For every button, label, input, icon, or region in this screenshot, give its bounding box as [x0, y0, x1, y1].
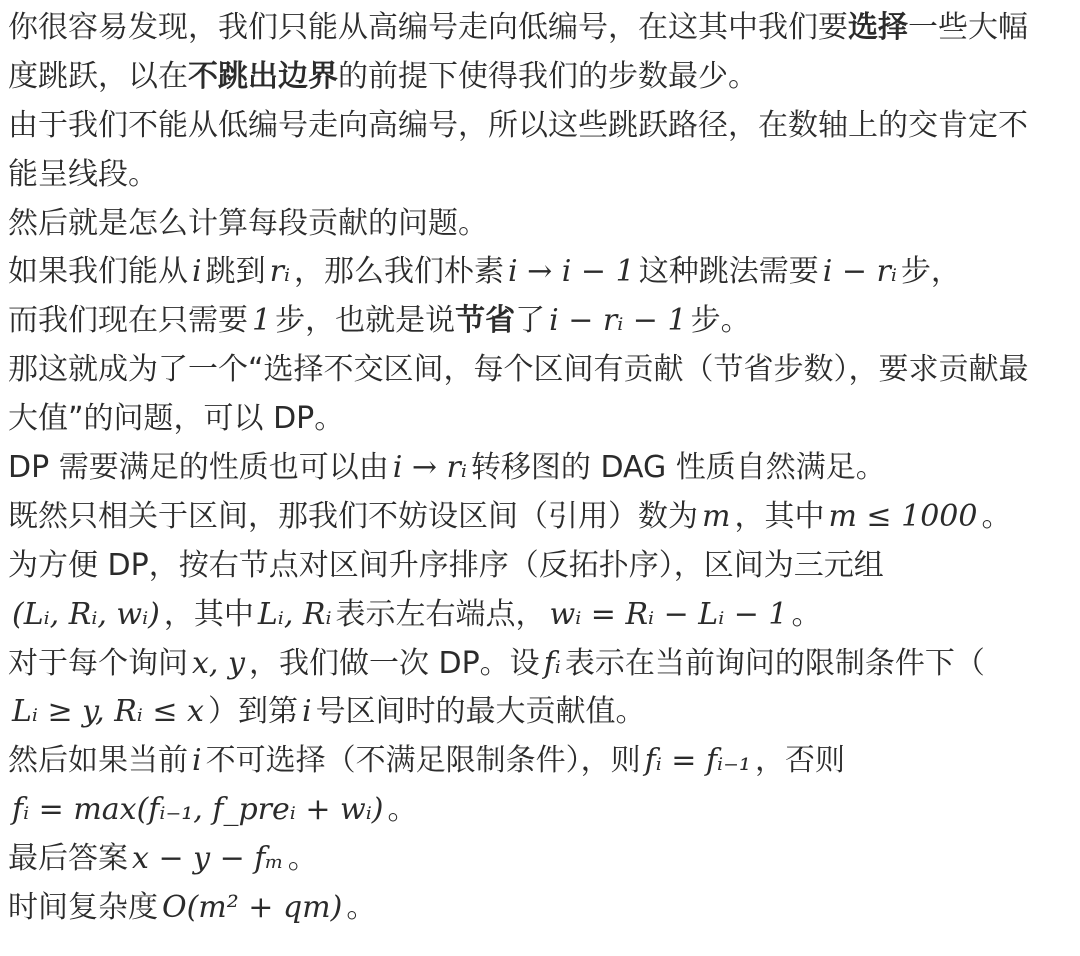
paragraph-line: 度跳跃，以在不跳出边界的前提下使得我们的步数最少。	[8, 58, 758, 94]
paragraph-line: 那这就成为了一个“选择不交区间，每个区间有贡献（节省步数），要求贡献最	[8, 352, 1029, 388]
math-expression: fᵢ	[543, 645, 561, 681]
math-expression: x, y	[192, 645, 245, 681]
math-expression: i	[192, 254, 202, 290]
math-expression: Lᵢ, Rᵢ	[257, 596, 332, 632]
math-expression: (Lᵢ, Rᵢ, wᵢ)	[12, 596, 160, 632]
math-expression: 1	[252, 303, 272, 339]
paragraph-line: DP 需要满足的性质也可以由 i → rᵢ 转移图的 DAG 性质自然满足。	[8, 450, 886, 486]
paragraph-line: 大值”的问题，可以 DP。	[8, 401, 345, 437]
paragraph-line: 然后就是怎么计算每段贡献的问题。	[8, 205, 488, 241]
math-expression: i → i − 1	[508, 254, 635, 290]
math-expression: wᵢ = Rᵢ − Lᵢ − 1	[549, 596, 788, 632]
paragraph-line: 能呈线段。	[8, 156, 158, 192]
math-expression: fᵢ = max(fᵢ₋₁, f_preᵢ + wᵢ)	[12, 792, 384, 828]
math-expression: i − rᵢ − 1	[549, 303, 687, 339]
math-expression: m ≤ 1000	[828, 498, 978, 534]
paragraph-line: 为方便 DP，按右节点对区间升序排序（反拓扑序），区间为三元组	[8, 547, 884, 583]
paragraph-line: 如果我们能从 i 跳到 rᵢ ，那么我们朴素 i → i − 1 这种跳法需要 i − rᵢ 步，	[8, 254, 961, 290]
paragraph-line: 由于我们不能从低编号走向高编号，所以这些跳跃路径，在数轴上的交肯定不	[8, 107, 1028, 143]
paragraph-line: fᵢ = max(fᵢ₋₁, f_preᵢ + wᵢ) 。	[8, 786, 1076, 835]
paragraph-line: 你很容易发现，我们只能从高编号走向低编号，在这其中我们要选择一些大幅	[8, 10, 1028, 45]
bold-text: 选择	[848, 10, 908, 45]
paragraph-line: 而我们现在只需要 1 步，也就是说节省了 i − rᵢ − 1 步。	[8, 303, 751, 339]
math-expression: i	[192, 743, 202, 779]
math-expression: Lᵢ ≥ y, Rᵢ ≤ x	[12, 694, 204, 730]
math-expression: i − rᵢ	[822, 254, 897, 290]
math-expression: x − y − fₘ	[132, 841, 284, 877]
paragraph-line: Lᵢ ≥ y, Rᵢ ≤ x ）到第 i 号区间时的最大贡献值。	[8, 688, 1076, 737]
paragraph-line: 然后如果当前 i 不可选择（不满足限制条件），则 fᵢ = fᵢ₋₁ ，否则	[8, 743, 845, 779]
bold-text: 不跳出边界	[188, 58, 338, 94]
math-expression: i	[301, 694, 312, 730]
math-expression: fᵢ = fᵢ₋₁	[644, 743, 751, 779]
paragraph-line: 既然只相关于区间，那我们不妨设区间（引用）数为 m ，其中 m ≤ 1000 。	[8, 498, 1012, 534]
bold-text: 节省	[455, 303, 516, 339]
math-expression: O(m² + qm)	[162, 890, 343, 926]
math-expression: m	[702, 498, 731, 534]
paragraph-line: 对于每个询问 x, y ，我们做一次 DP。设 fᵢ 表示在当前询问的限制条件下（	[8, 645, 985, 681]
paragraph-line: (Lᵢ, Rᵢ, wᵢ) ，其中 Lᵢ, Rᵢ 表示左右端点， wᵢ = Rᵢ − Lᵢ − 1 。	[8, 591, 1076, 640]
math-expression: i → rᵢ	[392, 450, 467, 486]
paragraph-line: 时间复杂度 O(m² + qm) 。	[8, 890, 377, 926]
math-expression: rᵢ	[269, 254, 290, 290]
paragraph-line: 最后答案 x − y − fₘ 。	[8, 841, 318, 877]
